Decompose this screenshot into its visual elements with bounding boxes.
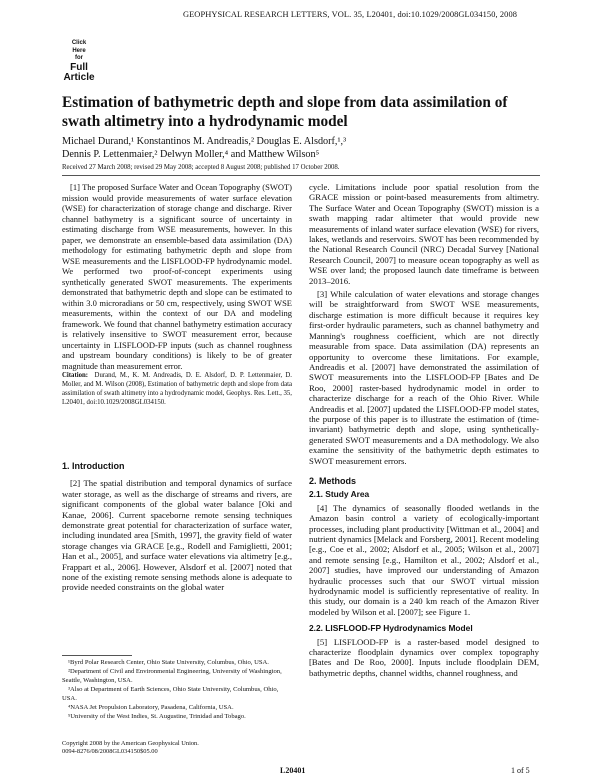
for-label: for (75, 55, 83, 61)
citation-label: Citation: (62, 372, 89, 379)
footnote-5: ⁵University of the West Indies, St. Augustine, Trinidad and Tobago. (68, 713, 246, 721)
full-label: Full (70, 61, 88, 73)
introduction-section (62, 461, 292, 593)
section-heading-introduction: 1. Introduction (62, 461, 125, 471)
article-label: Article (63, 71, 95, 83)
issn-line: 0094-8276/08/2008GL034150$05.00 (62, 748, 158, 755)
footnote-4: ⁴NASA Jet Propulsion Laboratory, Pasadena, California, USA. (68, 704, 234, 712)
right-column (309, 182, 539, 678)
para-2-continued: cycle. Limitations include poor spatial resolution from the GRACE mission or point-based measurements from altimetry. The Surface Water and Ocean Topography (SWOT) mission is a swath mapping radar altimeter that would provide new measurements of inland water surface elevation (WSE) for rivers, lakes, wetlands and reservoirs. SWOT has been recommended by the National Research Council (NRC) Decadal Survey [National Research Council, 2007] to measure ocean topography as well as WSE over land; the proposed launch date timeframe is between 2013–2016. (309, 182, 539, 286)
para-5-marker: [5] (317, 636, 328, 647)
copyright-line: Copyright 2008 by the American Geophysical Union. (62, 740, 199, 747)
journal-header: GEOPHYSICAL RESEARCH LETTERS, VOL. 35, L20401, doi:10.1029/2008GL034150, 2008 (182, 10, 518, 19)
footnote-3: ³Also at Department of Earth Sciences, Ohio State University, Columbus, Ohio, USA. (62, 686, 279, 702)
abstract-marker: [1] (70, 182, 80, 192)
para-3-text: While calculation of water elevations and storage changes will be straightforward from SWOT WSE measurements, discharge estimation is more difficult because it requires key first-order hydraulic parameters, such as channel bathymetry and Manning's roughness coefficient, which are not directly measurable from space. Data assimilation (DA) represents an opportunity to overcome these limitations. For example, Andreadis et al. [2007] have demonstrated the assimilation of SWOT measurements into the LISFLOOD-FP [Bates and De Roo, 2000] raster-based hydrodynamic model in order to characterize discharge for a reach of the Ohio River. While Andreadis et al. [2007] updated the LISFLOOD-FP model states, the purpose of this paper is to illustrate the estimation of (time-invariant) bathymetric depth and slope, using synthetically-generated SWOT measurements and a DA methodology. We also examine the sensitivity of the bathymetric depth estimates to SWOT measurement errors. (309, 289, 540, 466)
author-line-1: Michael Durand,¹ Konstantinos M. Andreadis,² Douglas E. Alsdorf,¹,³ (62, 136, 347, 147)
received-dates: Received 27 March 2008; revised 29 May 2008; accepted 8 August 2008; published 17 October 2008. (62, 164, 340, 171)
copyright-notice (62, 740, 292, 756)
subsection-heading-lisflood: 2.2. LISFLOOD-FP Hydrodynamics Model (309, 623, 473, 634)
author-line-2: Dennis P. Lettenmaier,² Delwyn Moller,⁴ and Matthew Wilson⁵ (62, 149, 320, 160)
abstract (62, 182, 292, 407)
footnote-2: ²Department of Civil and Environmental Engineering, University of Washington, Seattle, Washington, USA. (62, 668, 282, 684)
article-id: L20401 (280, 766, 306, 775)
para-2-text: The spatial distribution and temporal dynamics of surface water storage, as well as the discharge of streams and rivers, are significant components of the global water balance [Oki and Kanae, 2006]. Current spaceborne remote sensing techniques demonstrate great potential for characterization of surface water, including inundated area [Smith, 1997], the gravity field of water storage changes via GRACE [e.g., Rodell and Famiglietti, 2001; Han et al., 2005], and surface water elevations via altimetry [e.g., Frappart et al., 2006]. However, Alsdorf et al. [2007] noted that none of the existing remote sensing methods alone is adequate to provide needed constraints on the global water (62, 478, 292, 593)
citation-text: Durand, M., K. M. Andreadis, D. E. Alsdorf, D. P. Lettenmaier, D. Moller, and M. Wilson (2008), Estimation of bathymetric depth and slope from data assimilation of swath altimetry into a hydrodynamic model, Geophys. Res. Lett., 35, L20401, doi:10.1029/2008GL034150. (62, 372, 292, 406)
para-2-marker: [2] (70, 478, 81, 489)
here-label: Here (72, 47, 86, 54)
click-here-full-article-link[interactable] (62, 40, 96, 83)
para-3-marker: [3] (317, 289, 328, 300)
para-4-marker: [4] (317, 502, 328, 513)
click-label: Click (71, 40, 87, 46)
author-list (62, 135, 542, 161)
para-5-text: LISFLOOD-FP is a raster-based model designed to characterize floodplain dynamics over complex topography [Bates and De Roo, 2000]. Inputs include floodplain DEM, bathymetric depths, channel widths, channel roughness, and (309, 636, 540, 678)
abstract-text: The proposed Surface Water and Ocean Topography (SWOT) mission would provide measurements of water surface elevation (WSE) for characterization of storage change and discharge. River channel bathymetry is a significant source of uncertainty in estimating discharge from WSE measurements, however. In this paper, we demonstrate an ensemble-based data assimilation (DA) methodology for estimating bathymetric depth and slope from WSE measurements and the LISFLOOD-FP hydrodynamic model. We performed two proof-of-concept experiments using synthetically generated SWOT measurements. The experiments demonstrated that bathymetric depth and slope can be estimated to within 3.0 microradians or 50 cm, respectively, using SWOT WSE measurements, within the context of our DA and modeling framework. We found that channel bathymetry estimation accuracy is relatively insensitive to SWOT measurement error, because uncertainty in LISFLOOD-FP inputs (such as channel roughness and upstream boundary conditions) is likely to be of greater magnitude than measurement error. (62, 182, 293, 371)
paper-title: Estimation of bathymetric depth and slope from data assimilation of swath altimetry into a hydrodynamic model (62, 94, 508, 130)
section-heading-methods: 2. Methods (309, 475, 357, 486)
page-number: 1 of 5 (511, 766, 530, 775)
subsection-heading-study-area: 2.1. Study Area (309, 489, 370, 500)
para-4-text: The dynamics of seasonally flooded wetlands in the Amazon basin control a variety of ecologically-important processes, including plant productivity [Wittman et al., 2004] and nutrient dynamics [Melack and Forsberg, 2001]. Recent modeling [e.g., Coe et al., 2002; Alsdorf et al., 2005; Wilson et al., 2007] and remote sensing [e.g., Hamilton et al., 2002; Alsdorf et al., 2007] studies, have improved our understanding of Amazon hydraulic processes such that our SWOT virtual mission hydrodynamic model is sufficiently representative of reality. In this study, our domain is a 240 km reach of the Amazon River modeled by Wilson et al. [2007]; see Figure 1. (309, 502, 539, 617)
affiliation-footnotes (62, 659, 292, 723)
footnote-1: ¹Byrd Polar Research Center, Ohio State University, Columbus, Ohio, USA. (68, 659, 269, 666)
divider (62, 175, 540, 176)
footnote-divider (62, 655, 132, 656)
